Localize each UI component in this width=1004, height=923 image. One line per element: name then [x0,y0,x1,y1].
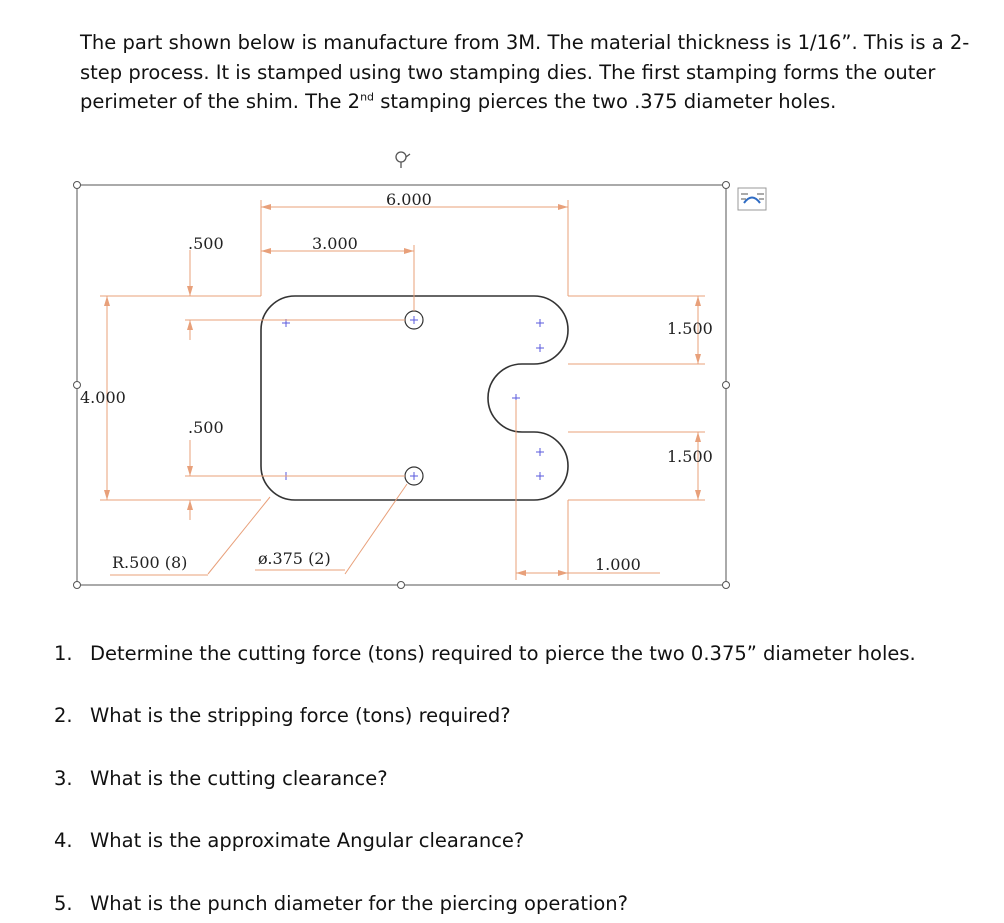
dim-top-offset: .500 [188,234,224,253]
dim-height: 4.000 [80,388,126,407]
question-4-text: What is the approximate Angular clearance? [90,829,525,852]
handle-top-right[interactable] [723,182,730,189]
handle-bottom-right[interactable] [723,582,730,589]
intro-text-part2: stamping pierces the two .375 diameter holes. [374,90,837,113]
shim-part-outline [261,296,568,500]
question-1-number: 1. [54,642,73,665]
question-5 [54,892,628,915]
note-holes: ø.375 (2) [258,549,331,568]
handle-bottom-mid[interactable] [398,582,405,589]
center-marks [282,316,544,480]
question-1 [54,642,916,665]
question-4 [54,829,524,852]
dim-hole-x: 3.000 [312,234,358,253]
question-4-number: 4. [54,829,73,852]
dimension-arrows [104,204,701,576]
handle-bottom-left[interactable] [74,582,81,589]
engineering-drawing[interactable] [0,140,1004,600]
question-2-text: What is the stripping force (tons) required? [90,704,511,727]
dimension-lines [100,200,705,580]
dim-overall-width: 6.000 [386,190,432,209]
dim-slot-lower: 1.500 [667,447,713,466]
question-5-text: What is the punch diameter for the piercing operation? [90,892,629,915]
dim-slot-upper: 1.500 [667,319,713,338]
question-2 [54,704,511,727]
dim-slot-depth: 1.000 [595,555,641,574]
image-selection-frame[interactable] [77,185,726,585]
handle-top-left[interactable] [74,182,81,189]
pierced-holes [405,311,423,485]
question-3-text: What is the cutting clearance? [90,767,388,790]
intro-superscript: nd [360,90,375,104]
intro-text-part1: The part shown below is manufacture from 3M. The material thickness is 1/16”. This is a 2-step process. It is stamped using two stamping dies. The first stamping forms the outer perimeter of the shim. The 2 [80,31,970,113]
dim-bottom-offset: .500 [188,418,224,437]
question-3 [54,767,388,790]
rotate-handle-icon[interactable] [396,152,410,168]
question-1-text: Determine the cutting force (tons) required to pierce the two 0.375” diameter holes. [90,642,916,665]
selection-handles[interactable] [74,182,730,589]
handle-right-mid[interactable] [723,382,730,389]
intro-paragraph [80,28,980,117]
note-radius: R.500 (8) [112,553,188,572]
question-2-number: 2. [54,704,73,727]
question-3-number: 3. [54,767,73,790]
question-5-number: 5. [54,892,73,915]
layout-options-icon[interactable] [738,188,766,210]
